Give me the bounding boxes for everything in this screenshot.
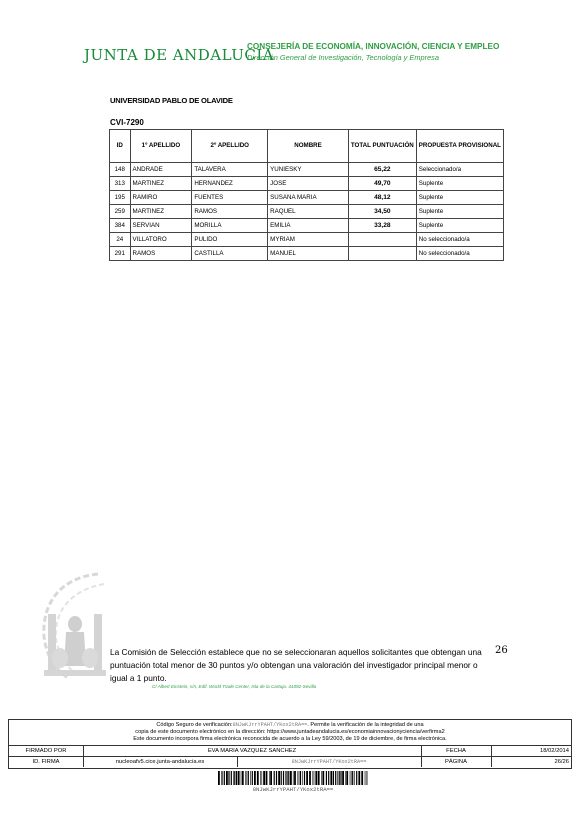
table-row xyxy=(110,219,504,233)
barcode-bar xyxy=(313,771,314,785)
barcode-bar xyxy=(269,771,270,785)
table-header-row xyxy=(110,130,504,163)
cell-propuesta: Seleccionado/a xyxy=(416,163,503,177)
barcode-bar xyxy=(260,771,261,785)
barcode-bar xyxy=(226,771,228,785)
barcode-bar xyxy=(290,771,292,785)
barcode-bar xyxy=(346,771,348,785)
barcode-bar xyxy=(298,771,299,785)
barcode-bar xyxy=(345,771,346,785)
cell-nombre: JOSE xyxy=(268,177,349,191)
barcode-bar xyxy=(285,771,286,785)
verification-line-1-end: . Permite la verificación de la integridad de una xyxy=(307,722,424,728)
firmado-label: FIRMADO POR xyxy=(9,746,84,756)
cell-apellido1: MARTINEZ xyxy=(130,177,192,191)
barcode-bar xyxy=(241,771,242,785)
cell-total: 48,12 xyxy=(348,191,416,205)
barcode-bar xyxy=(365,771,366,785)
firma-id-row xyxy=(9,756,571,767)
barcode-bar xyxy=(286,771,287,785)
cell-nombre: EMILIA xyxy=(268,219,349,233)
col-header-total: TOTAL PUNTUACIÓN xyxy=(348,130,416,163)
page-mark: 26 xyxy=(495,645,508,656)
verification-text xyxy=(9,720,571,743)
cell-apellido2: TALAVERA xyxy=(192,163,268,177)
barcode-bar xyxy=(337,771,338,785)
ministry-title: CONSEJERÍA DE ECONOMÍA, INNOVACIÓN, CIENCIA Y EMPLEO xyxy=(247,42,500,51)
cell-propuesta: Suplente xyxy=(416,219,503,233)
barcode-icon xyxy=(218,771,368,785)
selection-note: La Comisión de Selección establece que no se seleccionaran aquellos solicitantes que obtengan una puntuación total menor de 30 puntos y/o obtengan una valoración del investigador principal menor o igual a 1 punto. xyxy=(110,647,482,683)
verification-label: Código Seguro de verificación: xyxy=(156,722,233,728)
cell-apellido1: RAMIRO xyxy=(130,191,192,205)
cell-apellido1: ANDRADE xyxy=(130,163,192,177)
cell-id: 259 xyxy=(110,205,131,219)
barcode-bar xyxy=(335,771,336,785)
barcode-bar xyxy=(299,771,300,785)
barcode-bar xyxy=(356,771,357,785)
university-name: UNIVERSIDAD PABLO DE OLAVIDE xyxy=(110,96,233,105)
col-header-apellido1: 1º APELLIDO xyxy=(130,130,192,163)
barcode-bar xyxy=(309,771,311,785)
cell-apellido2: FUENTES xyxy=(192,191,268,205)
barcode-bar xyxy=(351,771,352,785)
barcode-bar xyxy=(254,771,256,785)
table-row xyxy=(110,177,504,191)
cell-nombre: RAQUEL xyxy=(268,205,349,219)
cell-propuesta: No seleccionado/a xyxy=(416,233,503,247)
verification-line-3: Este documento incorpora firma electrónica reconocida de acuerdo a la Ley 59/2003, de 19 de diciembre, de firma electrónica. xyxy=(133,736,447,742)
barcode-bar xyxy=(236,771,237,785)
cell-apellido1: SERVIAN xyxy=(130,219,192,233)
pagina-label: PÁGINA xyxy=(421,757,492,767)
firmado-value: EVA MARIA VAZQUEZ SANCHEZ xyxy=(83,746,422,756)
barcode-bar xyxy=(288,771,289,785)
barcode-bar xyxy=(315,771,317,785)
col-header-nombre: NOMBRE xyxy=(268,130,349,163)
verification-box xyxy=(8,719,572,769)
cell-apellido2: CASTILLA xyxy=(192,247,268,261)
cell-apellido2: MORILLA xyxy=(192,219,268,233)
directorate-subtitle: Dirección General de Investigación, Tecnología y Empresa xyxy=(247,53,439,62)
brand-logo-text: JUNTA DE ANDALUCIA xyxy=(84,46,275,64)
barcode-bar xyxy=(314,771,315,785)
barcode-bar xyxy=(234,771,235,785)
barcode-bar xyxy=(294,771,296,785)
barcode-bar xyxy=(328,771,329,785)
barcode-bar xyxy=(304,771,305,785)
signer-row xyxy=(9,745,571,756)
barcode-bar xyxy=(233,771,234,785)
barcode-bar xyxy=(326,771,327,785)
col-header-propuesta: PROPUESTA PROVISIONAL xyxy=(416,130,503,163)
barcode-bar xyxy=(252,771,253,785)
barcode-bar xyxy=(245,771,246,785)
barcode-bar xyxy=(354,771,355,785)
barcode-bar xyxy=(247,771,248,785)
cell-id: 313 xyxy=(110,177,131,191)
barcode-bar xyxy=(361,771,363,785)
cell-total: 33,28 xyxy=(348,219,416,233)
table-row xyxy=(110,233,504,247)
cell-apellido1: MARTINEZ xyxy=(130,205,192,219)
verification-code: 8NJwKJrrYPAHT/YKox2tRA== xyxy=(232,722,308,728)
pagina-value: 26/26 xyxy=(554,759,569,765)
coat-of-arms-watermark-icon xyxy=(38,566,110,681)
cell-apellido2: HERNANDEZ xyxy=(192,177,268,191)
cell-total: 65,22 xyxy=(348,163,416,177)
idfirma-label: ID. FIRMA xyxy=(9,757,84,767)
barcode-bar xyxy=(257,771,259,785)
cell-apellido1: VILLATORO xyxy=(130,233,192,247)
cell-propuesta: No seleccionado/a xyxy=(416,247,503,261)
table-row xyxy=(110,163,504,177)
cell-id: 195 xyxy=(110,191,131,205)
cell-total xyxy=(348,247,416,261)
barcode-bar xyxy=(266,771,268,785)
cell-id: 24 xyxy=(110,233,131,247)
fecha-label: FECHA xyxy=(421,746,492,756)
barcode-bar xyxy=(302,771,303,785)
cell-nombre: MYRIAM xyxy=(268,233,349,247)
barcode-bar xyxy=(318,771,320,785)
col-header-apellido2: 2º APELLIDO xyxy=(192,130,268,163)
barcode-bar xyxy=(366,771,367,785)
idfirma-value: nucleoafv5.cice.junta-andalucia.es xyxy=(83,757,238,767)
cell-nombre: SUSANA MARIA xyxy=(268,191,349,205)
cell-id: 291 xyxy=(110,247,131,261)
barcode-bar xyxy=(228,771,229,785)
cell-propuesta: Suplente xyxy=(416,205,503,219)
verification-line-2: copia de este documento electrónico en la dirección: https://www.juntadeandalucia.es/economiainnovacionyciencia/verfirma2 xyxy=(135,729,445,735)
cell-apellido1: RAMOS xyxy=(130,247,192,261)
candidates-table xyxy=(109,129,504,261)
cell-nombre: YUNIESKY xyxy=(268,163,349,177)
barcode-bar xyxy=(274,771,275,785)
barcode-bar xyxy=(242,771,244,785)
barcode-bar xyxy=(231,771,232,785)
verification-line-1 xyxy=(9,722,571,729)
barcode-bar xyxy=(278,771,280,785)
footer-address: C/ Albert Einstein, s/n, Edif. World Trade Center, Isla de la Cartuja. 41092-Sevilla xyxy=(152,684,317,689)
fecha-value: 18/02/2014 xyxy=(539,748,569,754)
barcode-bar xyxy=(263,771,265,785)
barcode-bar xyxy=(306,771,308,785)
table-row xyxy=(110,247,504,261)
group-code: CVI-7290 xyxy=(110,118,144,127)
barcode-bar xyxy=(250,771,251,785)
barcode-bar xyxy=(293,771,294,785)
cell-propuesta: Suplente xyxy=(416,191,503,205)
barcode-bar xyxy=(238,771,240,785)
cell-id: 148 xyxy=(110,163,131,177)
barcode-bar xyxy=(330,771,332,785)
cell-total: 49,70 xyxy=(348,177,416,191)
barcode-bar xyxy=(333,771,334,785)
barcode-bar xyxy=(224,771,225,785)
barcode-bar xyxy=(358,771,360,785)
barcode-bar xyxy=(342,771,344,785)
barcode-bar xyxy=(218,771,220,785)
cell-nombre: MANUEL xyxy=(268,247,349,261)
cell-total: 34,50 xyxy=(348,205,416,219)
cell-propuesta: Suplente xyxy=(416,177,503,191)
table-row xyxy=(110,205,504,219)
barcode-bar xyxy=(276,771,277,785)
barcode-bar xyxy=(322,771,324,785)
barcode-bar xyxy=(321,771,322,785)
idfirma-code: 8NJwKJrrYPAHT/YKox2tRA== xyxy=(237,757,422,767)
cell-id: 384 xyxy=(110,219,131,233)
table-row xyxy=(110,191,504,205)
barcode-bar xyxy=(300,771,301,785)
cell-apellido2: RAMOS xyxy=(192,205,268,219)
barcode-bar xyxy=(350,771,351,785)
barcode-bar xyxy=(281,771,282,785)
barcode-bar xyxy=(270,771,272,785)
barcode-bar xyxy=(283,771,284,785)
barcode-bar xyxy=(262,771,263,785)
barcode-bar xyxy=(248,771,249,785)
cell-total xyxy=(348,233,416,247)
barcode-bar xyxy=(352,771,353,785)
barcode-bar xyxy=(221,771,222,785)
barcode-bar xyxy=(340,771,341,785)
barcode-bar xyxy=(339,771,340,785)
barcode-code: 8NJwKJrrYPAHT/YKox2tRA== xyxy=(252,786,334,793)
cell-apellido2: PULIDO xyxy=(192,233,268,247)
col-header-id: ID xyxy=(110,130,131,163)
